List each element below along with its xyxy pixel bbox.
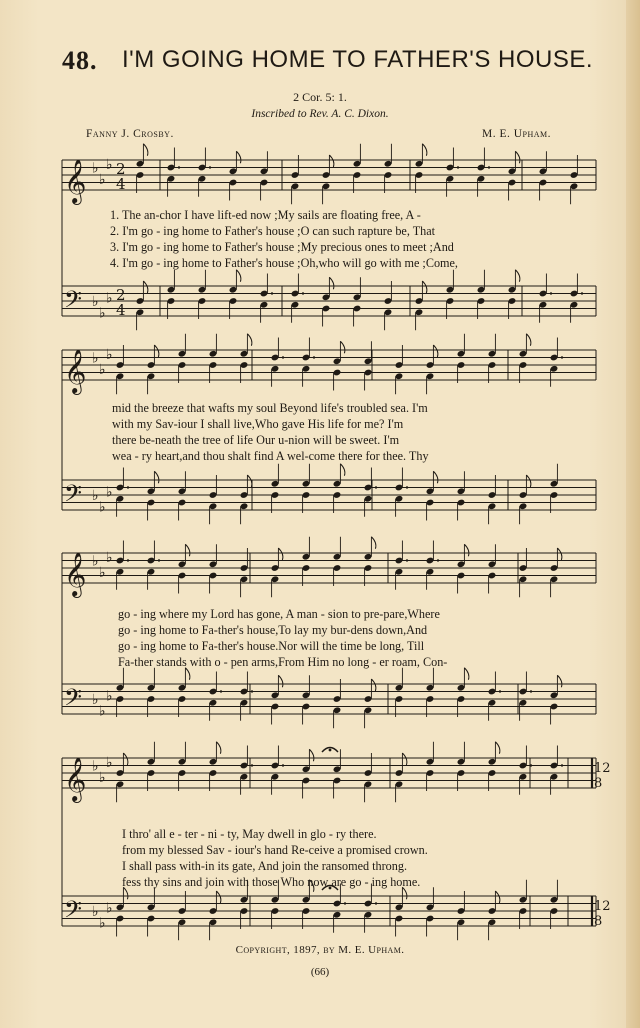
lyric-line: from my blessed Sav - iour's hand Re-ceive a promised crown. — [122, 843, 428, 857]
augmentation-dot — [209, 166, 211, 168]
augmentation-dot — [158, 559, 160, 561]
note-flag — [185, 544, 190, 556]
flat-accidental-icon: ♭ — [99, 171, 106, 188]
note-flag — [464, 544, 469, 556]
note-flag — [433, 345, 438, 357]
lyric-line: fess thy sins and join with those Who now are go - ing home. — [122, 875, 421, 889]
augmentation-dot — [127, 559, 129, 561]
bass-clef-icon: 𝄢 — [64, 479, 83, 513]
note-flag — [515, 270, 520, 282]
time-signature-denominator: 4 — [116, 301, 126, 319]
bass-clef-icon: 𝄢 — [64, 683, 83, 717]
augmentation-dot — [127, 486, 129, 488]
lyric-line: I shall pass with-in its gate, And join the ransomed throng. — [122, 859, 408, 873]
lyric-line: Fa-ther stands with o - pen arms,From Him no long - er roam, Con- — [118, 655, 448, 669]
treble-clef-icon: 𝄞 — [64, 552, 87, 596]
augmentation-dot — [561, 764, 563, 766]
time-signature-numerator: 2 — [116, 160, 126, 178]
author-credit: Fanny J. Crosby. — [86, 128, 174, 140]
note-flag — [154, 345, 159, 357]
note-flag — [329, 155, 334, 167]
lyric-line: go - ing home to Fa-ther's house.Nor will the time be long, Till — [118, 639, 425, 653]
copyright-notice: Copyright, 1897, by M. E. Upham. — [235, 944, 405, 956]
note-flag — [340, 464, 345, 476]
note-flag — [278, 675, 283, 687]
augmentation-dot — [499, 690, 501, 692]
flat-accidental-icon: ♭ — [99, 703, 106, 720]
note-flag — [526, 334, 531, 346]
note-flag — [123, 753, 127, 765]
note-flag — [247, 475, 252, 487]
note-flag — [154, 471, 159, 483]
lyric-line: 3. I'm go - ing home to Father's house ;My precious ones to meet ;And — [110, 240, 454, 254]
augmentation-dot — [271, 292, 273, 294]
augmentation-dot — [220, 690, 222, 692]
note-flag — [557, 548, 562, 560]
augmentation-dot — [282, 356, 284, 358]
lyric-line: go - ing home to Fa-ther's house,To lay my bur-dens down,And — [118, 623, 428, 637]
flat-accidental-icon: ♭ — [92, 758, 99, 775]
lyric-line: there be-neath the tree of life Our u-nion will be sweet. I'm — [112, 433, 400, 447]
lyric-line: with my Sav-iour I shall live,Who gave His life for me? I'm — [112, 417, 404, 431]
time-signature-numerator: 12 — [594, 899, 611, 914]
lyric-line: mid the breeze that wafts my soul Beyond life's troubled sea. I'm — [112, 401, 428, 415]
note-flag — [143, 281, 148, 293]
augmentation-dot — [406, 559, 408, 561]
flat-accidental-icon: ♭ — [106, 900, 113, 917]
note-flag — [247, 334, 252, 346]
bass-clef-icon: 𝄢 — [64, 285, 83, 319]
note-flag — [515, 151, 520, 163]
note-flag — [464, 668, 469, 680]
augmentation-dot — [406, 486, 408, 488]
flat-accidental-icon: ♭ — [92, 692, 99, 708]
augmentation-dot — [437, 559, 439, 561]
flat-accidental-icon: ♭ — [106, 156, 113, 173]
augmentation-dot — [581, 292, 583, 294]
note-flag — [402, 753, 407, 765]
lyric-line: 4. I'm go - ing home to Father's house ;Oh,who will go with me ;Come, — [110, 256, 458, 270]
note-flag — [236, 270, 241, 282]
time-signature-denominator: 8 — [594, 776, 603, 791]
flat-accidental-icon: ♭ — [106, 754, 113, 771]
flat-accidental-icon: ♭ — [92, 488, 99, 504]
flat-accidental-icon: ♭ — [106, 484, 113, 501]
treble-clef-icon: 𝄞 — [64, 159, 87, 203]
note-flag — [216, 891, 221, 903]
note-flag — [371, 537, 376, 549]
flat-accidental-icon: ♭ — [106, 688, 113, 705]
flat-accidental-icon: ♭ — [92, 553, 99, 570]
lyric-line: go - ing where my Lord has gone, A man - sion to pre-pare,Where — [118, 607, 440, 621]
page-number: (66) — [310, 966, 330, 978]
flat-accidental-icon: ♭ — [106, 549, 113, 566]
note-flag — [236, 151, 241, 163]
augmentation-dot — [530, 764, 532, 766]
time-signature-numerator: 2 — [116, 286, 126, 304]
fermata-dot — [329, 749, 332, 752]
time-signature-denominator: 4 — [116, 175, 126, 193]
augmentation-dot — [178, 166, 180, 168]
composer-credit: M. E. Upham. — [482, 128, 552, 140]
flat-accidental-icon: ♭ — [92, 294, 99, 310]
flat-accidental-icon: ♭ — [99, 305, 106, 322]
note-flag — [278, 548, 283, 560]
augmentation-dot — [375, 486, 377, 488]
note-flag — [143, 144, 148, 156]
note-flag — [495, 742, 500, 754]
flat-accidental-icon: ♭ — [99, 769, 106, 786]
flat-accidental-icon: ♭ — [99, 915, 106, 932]
lyric-line: 2. I'm go - ing home to Father's house ;O can such rapture be, That — [110, 224, 436, 238]
augmentation-dot — [457, 166, 459, 168]
augmentation-dot — [375, 902, 377, 904]
flat-accidental-icon: ♭ — [92, 160, 99, 177]
flat-accidental-icon: ♭ — [92, 350, 99, 367]
lyric-line: wea - ry heart,and thou shalt find A wel-come there for thee. Thy — [112, 449, 429, 463]
note-flag — [526, 475, 531, 487]
flat-accidental-icon: ♭ — [99, 564, 106, 581]
note-flag — [433, 471, 438, 483]
flat-accidental-icon: ♭ — [99, 361, 106, 378]
note-flag — [329, 277, 334, 289]
flat-accidental-icon: ♭ — [106, 346, 113, 363]
augmentation-dot — [282, 764, 284, 766]
augmentation-dot — [251, 690, 253, 692]
note-flag — [422, 144, 427, 156]
dedication: Inscribed to Rev. A. C. Dixon. — [251, 108, 389, 120]
lyric-line: I thro' all e - ter - ni - ty, May dwell in glo - ry there. — [122, 827, 377, 841]
note-flag — [422, 281, 427, 293]
hymn-number: 48. — [62, 46, 98, 75]
flat-accidental-icon: ♭ — [99, 499, 106, 516]
flat-accidental-icon: ♭ — [106, 290, 113, 307]
note-flag — [495, 891, 500, 903]
treble-clef-icon: 𝄞 — [64, 349, 87, 393]
augmentation-dot — [313, 356, 315, 358]
note-flag — [216, 742, 221, 754]
note-flag — [371, 679, 376, 691]
note-flag — [340, 341, 345, 353]
augmentation-dot — [530, 690, 532, 692]
flat-accidental-icon: ♭ — [92, 904, 99, 920]
augmentation-dot — [344, 902, 346, 904]
augmentation-dot — [302, 292, 304, 294]
lyric-line: 1. The an-chor I have lift-ed now ;My sails are floating free, A - — [110, 208, 421, 222]
augmentation-dot — [550, 292, 552, 294]
note-flag — [309, 749, 314, 761]
note-flag — [557, 675, 562, 687]
time-signature-denominator: 8 — [594, 914, 603, 929]
hymn-title: I'M GOING HOME TO FATHER'S HOUSE. — [122, 46, 594, 73]
time-signature-numerator: 12 — [594, 761, 611, 776]
augmentation-dot — [561, 356, 563, 358]
scripture-reference: 2 Cor. 5: 1. — [293, 90, 347, 104]
bass-clef-icon: 𝄢 — [64, 895, 83, 929]
augmentation-dot — [251, 764, 253, 766]
treble-clef-icon: 𝄞 — [64, 757, 87, 801]
augmentation-dot — [488, 166, 490, 168]
